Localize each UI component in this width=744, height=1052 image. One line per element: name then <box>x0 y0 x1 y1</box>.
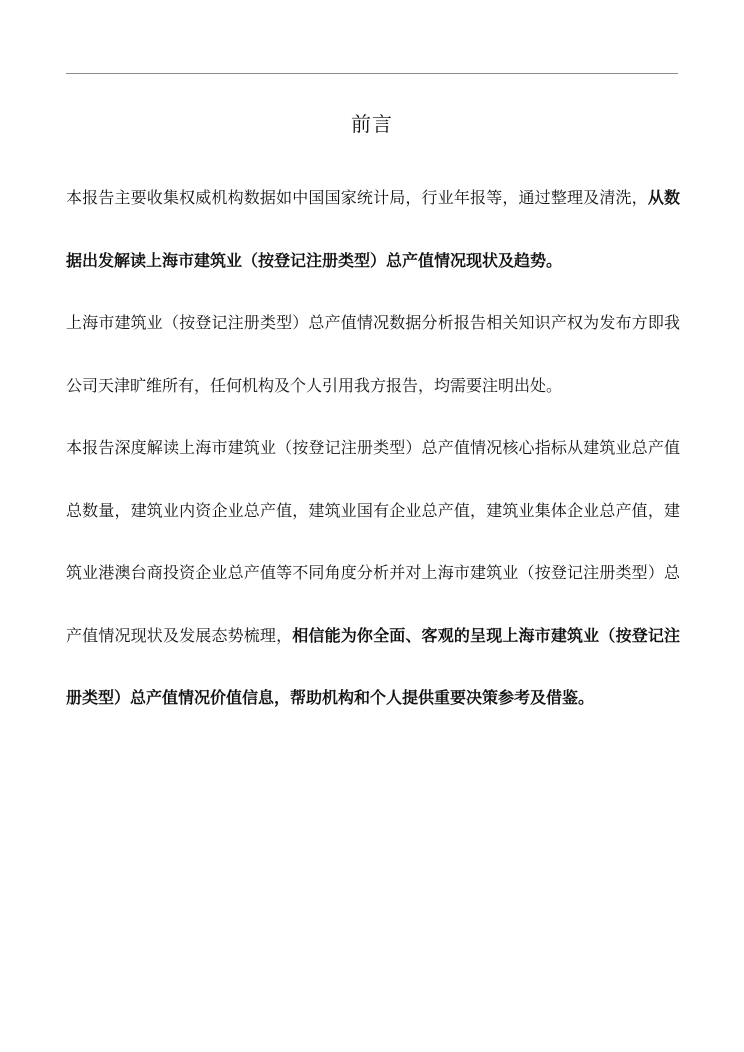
paragraph-scope-text: 本报告深度解读上海市建筑业（按登记注册类型）总产值情况核心指标从建筑业总产值总数量，建筑业内资企业总产值，建筑业国有企业总产值，建筑业集体企业总产值，建筑业港澳台商投资企业总产值等不同角度分析并对上海市建筑业（按登记注册类型）总产值情况现状及发展态势梳理， <box>66 438 680 645</box>
paragraph-intro <box>66 167 680 292</box>
paragraph-scope-emphasis: 相信能为你全面、客观的呈现上海市建筑业（按登记注册类型）总产值情况价值信息，帮助机构和个人提供重要决策参考及借鉴。 <box>66 625 680 707</box>
paragraph-copyright-text: 上海市建筑业（按登记注册类型）总产值情况数据分析报告相关知识产权为发布方即我公司天津旷维所有，任何机构及个人引用我方报告，均需要注明出处。 <box>66 313 680 395</box>
header-divider <box>66 73 678 74</box>
paragraph-intro-emphasis: 从数据出发解读上海市建筑业（按登记注册类型）总产值情况现状及趋势。 <box>66 188 680 270</box>
paragraph-intro-text: 本报告主要收集权威机构数据如中国国家统计局，行业年报等，通过整理及清洗， <box>66 188 648 207</box>
paragraph-copyright <box>66 292 680 417</box>
page-title: 前言 <box>351 112 393 136</box>
document-body <box>66 167 680 730</box>
paragraph-scope <box>66 417 680 730</box>
